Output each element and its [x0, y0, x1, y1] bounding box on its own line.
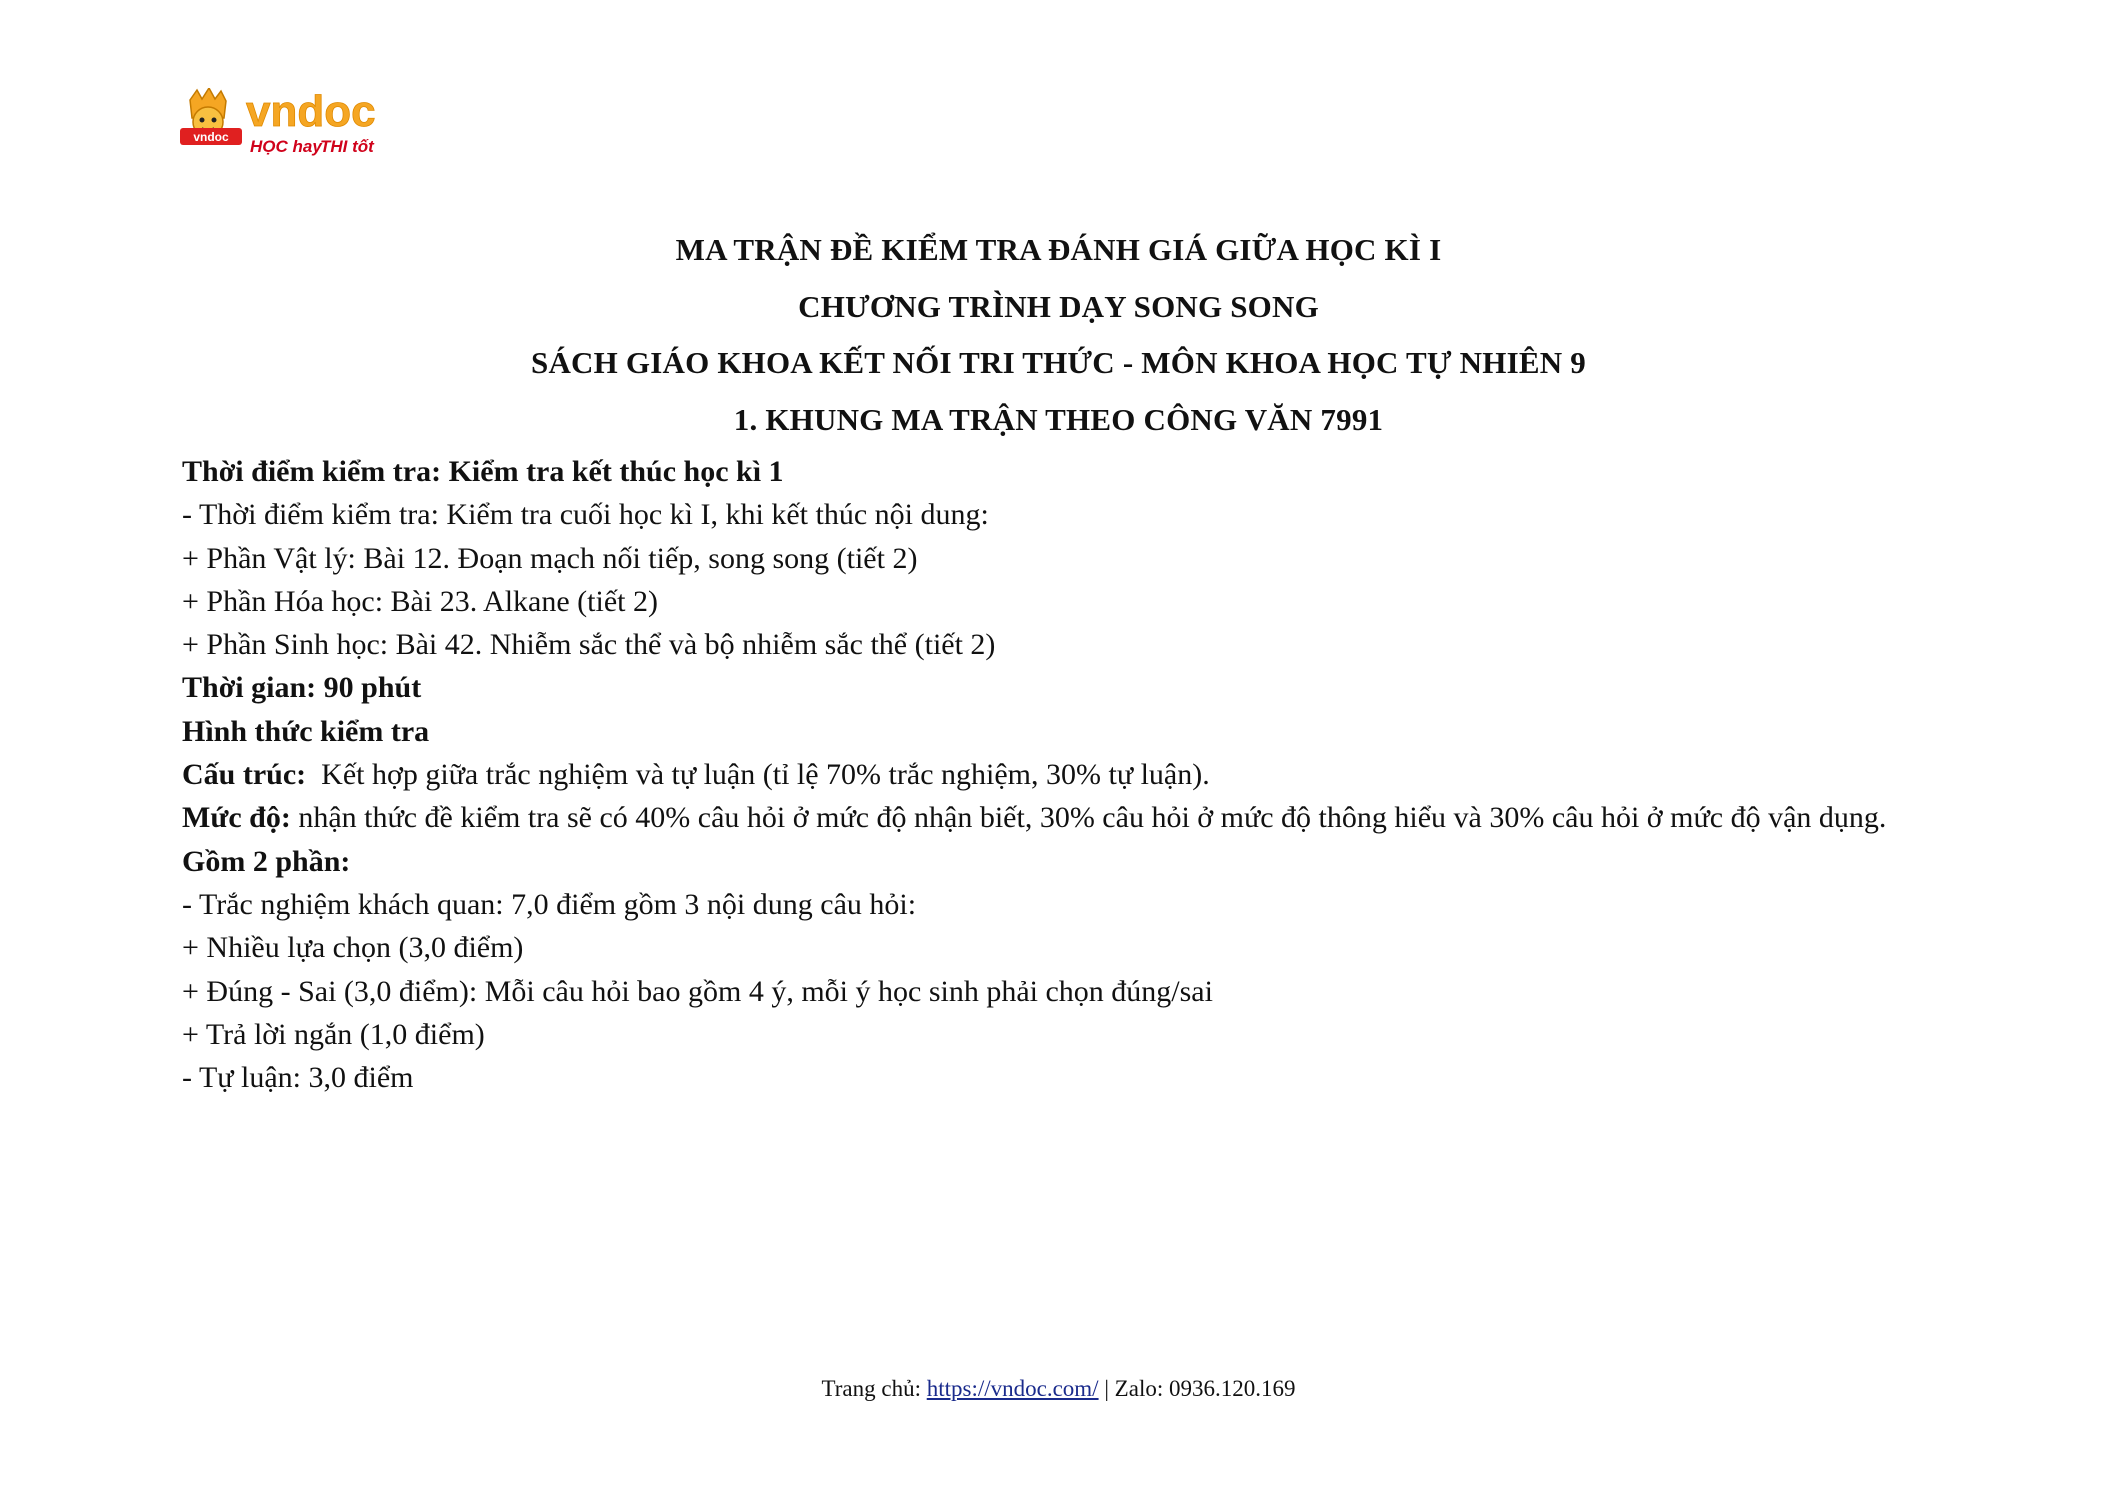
part-biology: + Phần Sinh học: Bài 42. Nhiễm sắc thể và bộ nhiễm sắc thể (tiết 2) — [182, 628, 996, 662]
title-line-2: CHƯƠNG TRÌNH DẠY SONG SONG — [798, 288, 1319, 324]
page-footer — [0, 1374, 2117, 1404]
title-line-1: MA TRẬN ĐỀ KIỂM TRA ĐÁNH GIÁ GIỮA HỌC KÌ I — [675, 232, 1442, 267]
vndoc-logo — [180, 88, 400, 158]
structure-label: Cấu trúc: — [182, 758, 307, 792]
part-physics: + Phần Vật lý: Bài 12. Đoạn mạch nối tiếp, song song (tiết 2) — [182, 541, 918, 575]
format-heading: Hình thức kiểm tra — [182, 714, 430, 748]
essay-section: - Tự luận: 3,0 điểm — [182, 1061, 414, 1095]
level-label: Mức độ: — [182, 801, 291, 835]
svg-text:vndoc: vndoc — [193, 130, 229, 144]
level-paragraph — [182, 796, 1942, 839]
title-line-3: SÁCH GIÁO KHOA KẾT NỐI TRI THỨC - MÔN KHOA HỌC TỰ NHIÊN 9 — [531, 345, 1586, 380]
vndoc-logo-icon — [180, 88, 400, 158]
svg-text:HỌC hay: HỌC hay — [250, 137, 322, 156]
objective-section: - Trắc nghiệm khách quan: 7,0 điểm gồm 3 nội dung câu hỏi: — [182, 887, 917, 921]
structure-text: Kết hợp giữa trắc nghiệm và tự luận (tỉ lệ 70% trắc nghiệm, 30% tự luận). — [306, 758, 1210, 792]
svg-text:THI tốt: THI tốt — [320, 137, 374, 156]
time-description: - Thời điểm kiểm tra: Kiểm tra cuối học kì I, khi kết thúc nội dung: — [182, 498, 989, 532]
part-chemistry: + Phần Hóa học: Bài 23. Alkane (tiết 2) — [182, 584, 658, 618]
time-heading: Thời điểm kiểm tra: Kiểm tra kết thúc học kì 1 — [182, 455, 784, 488]
title-line-4: 1. KHUNG MA TRẬN THEO CÔNG VĂN 7991 — [733, 401, 1384, 437]
duration: Thời gian: 90 phút — [182, 671, 422, 705]
homepage-link[interactable]: https://vndoc.com/ — [926, 1376, 1099, 1401]
document-titles — [0, 222, 2117, 448]
footer-prefix: Trang chủ: — [821, 1376, 927, 1401]
footer-contact: | Zalo: 0936.120.169 — [1098, 1376, 1296, 1401]
level-text: nhận thức đề kiểm tra sẽ có 40% câu hỏi ở mức độ nhận biết, 30% câu hỏi ở mức độ thông hiểu và 30% câu hỏi ở mức độ vận dụng. — [290, 801, 1887, 835]
true-false-item: + Đúng - Sai (3,0 điểm): Mỗi câu hỏi bao gồm 4 ý, mỗi ý học sinh phải chọn đúng/sai — [182, 974, 1213, 1008]
short-answer-item: + Trả lời ngắn (1,0 điểm) — [182, 1017, 485, 1051]
structure-line — [182, 753, 1942, 796]
multiple-choice-item: + Nhiều lựa chọn (3,0 điểm) — [182, 931, 524, 965]
parts-heading: Gồm 2 phần: — [182, 844, 351, 878]
document-body — [182, 450, 1942, 1099]
svg-text:vndoc: vndoc — [246, 88, 376, 136]
